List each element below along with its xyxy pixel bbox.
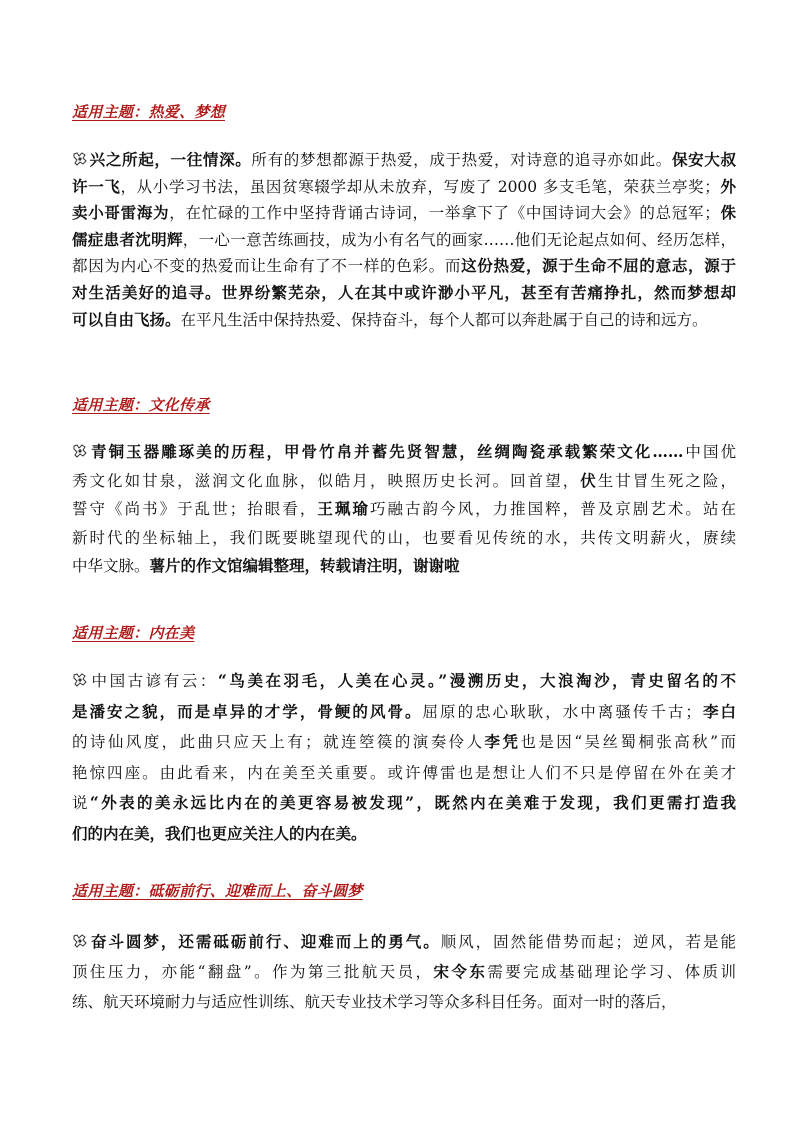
bold-text: 青铜玉器雕琢美的历程，甲骨竹帛并蓄先贤智慧，丝绸陶瓷承载繁荣文化…… [89, 442, 684, 461]
section-heading: 适用主题：文化传承 [72, 396, 210, 414]
text-span: 中国古谚有云： [89, 672, 218, 690]
bold-text: 伏 [580, 470, 598, 490]
bold-text: “鸟美在羽毛，人美在心灵。”漫溯历史，大浪淘沙，青史留名的不 [217, 671, 736, 690]
bold-text: 这份热爱，源于生命不屈的意志，源于 [461, 256, 736, 276]
bold-text: 们的内在美，我们也更应关注人的内在美。 [72, 824, 367, 843]
bold-text: 王珮瑜 [317, 499, 370, 518]
text-span: 练、航天环境耐力与适应性训练、航天专业技术学习等众多科目任务。面对一时的落后， [72, 993, 677, 1011]
bold-text: 对生活美好的追寻。世界纷繁芜杂，人在其中或许渺小平凡，甚至有苦痛挣扎，然而梦想却 [72, 283, 736, 302]
bold-text: 许一飞 [72, 176, 121, 196]
text-span: 秀文化如甘泉，滋润文化血脉，似皓月，映照历史长河。回首望， [72, 471, 581, 490]
text-line [72, 442, 736, 462]
text-line [72, 499, 736, 519]
section-heading: 适用主题：内在美 [72, 624, 195, 642]
text-line [72, 177, 736, 197]
text-span: 中华文脉。 [72, 557, 150, 575]
bold-text: 宋令东 [433, 962, 488, 981]
text-span: 说 [72, 794, 90, 813]
text-span: 屈原的忠心耿耿，水中离骚传千古； [422, 702, 701, 721]
text-span: 都因为内心不变的热爱而让生命有了不一样的色彩。而 [72, 257, 462, 276]
text-line [72, 310, 736, 330]
text-line [72, 824, 736, 844]
section-heading: 适用主题：砥砺前行、迎难而上、奋斗圆梦 [72, 882, 363, 900]
text-span: 在平凡生活中保持热爱、保持奋斗，每个人都可以奔赴属于自己的诗和远方。 [180, 310, 708, 329]
bold-text: 儒症患者沈明辉 [72, 229, 183, 249]
bullet-icon [72, 933, 88, 949]
text-span: 巧融古韵今风，力推国粹，普及京剧艺术。站在 [369, 500, 736, 518]
text-span: 的诗仙风度，此曲只应天上有；就连箜篌的演奏伶人 [72, 733, 485, 752]
text-span: 艳惊四座。由此看来，内在美至关重要。或许傅雷也是想让人们不只是停留在外在美才 [72, 763, 736, 782]
text-span: 生甘冒生死之险， [597, 471, 736, 490]
bold-text: 奋斗圆梦，还需砥砺前行、迎难而上的勇气。 [89, 932, 441, 951]
bullet-icon [72, 672, 88, 688]
text-span: ，一心一意苦练画技，成为小有名气的画家……他们无论起点如何、经历怎样， [182, 230, 736, 249]
text-span: ，从小学习书法，虽因贫寒辍学却从未放弃，写废了 2000 多支毛笔，荣获兰亭奖； [120, 177, 720, 196]
section-heading: 适用主题：热爱、梦想 [72, 103, 226, 121]
bold-text: 可以自由飞扬。 [72, 309, 181, 329]
text-span: ，在忙碌的工作中坚持背诵古诗词，一举拿下了《中国诗词大会》的总冠军； [169, 204, 720, 223]
text-line [72, 702, 736, 722]
bold-text: 外 [719, 176, 736, 196]
bold-text: 侏 [719, 203, 736, 223]
bold-text: 李白 [700, 701, 736, 721]
text-span: 中国优 [683, 443, 736, 461]
text-line [72, 556, 736, 576]
text-span: 新时代的坐标轴上，我们既要眺望现代的山，也要看见传统的水，共传文明薪火，赓续 [72, 528, 736, 547]
text-line [72, 283, 736, 303]
bold-text: 兴之所起，一往情深。 [89, 150, 252, 169]
text-line [72, 256, 736, 276]
bold-text: 卖小哥雷海为 [72, 203, 170, 223]
text-line [72, 150, 736, 170]
bold-text: 李凭 [484, 732, 521, 752]
text-line [72, 203, 736, 223]
bold-text: “外表的美永远比内在的美更容易被发现”，既然内在美难于发现，我们更需打造我 [89, 793, 736, 813]
text-span: 顺风，固然能借势而起；逆风，若是能 [440, 933, 736, 951]
bold-text: 薯片的作文馆编辑整理，转载请注明，谢谢啦 [149, 556, 460, 575]
text-span: 誓守《尚书》于乱世；抬眼看， [72, 500, 318, 518]
text-line [72, 671, 736, 691]
text-line [72, 471, 736, 491]
bullet-icon [72, 151, 88, 167]
text-line [72, 732, 736, 752]
bold-text: 保安大叔 [671, 150, 736, 169]
text-line [72, 793, 736, 813]
text-line [72, 528, 736, 548]
text-span: 所有的梦想都源于热爱，成于热爱，对诗意的追寻亦如此。 [251, 151, 672, 169]
text-line [72, 932, 736, 952]
bullet-icon [72, 443, 88, 459]
text-line [72, 230, 736, 250]
text-line [72, 763, 736, 783]
text-line [72, 962, 736, 982]
text-span: 也是因“吴丝蜀桐张高秋”而 [520, 733, 736, 752]
text-span: 顶住压力，亦能“翻盘”。作为第三批航天员， [72, 963, 434, 981]
text-span: 需要完成基础理论学习、体质训 [487, 963, 736, 981]
text-line [72, 992, 736, 1012]
bold-text: 是潘安之貌，而是卓异的才学，骨鲠的风骨。 [72, 701, 423, 721]
